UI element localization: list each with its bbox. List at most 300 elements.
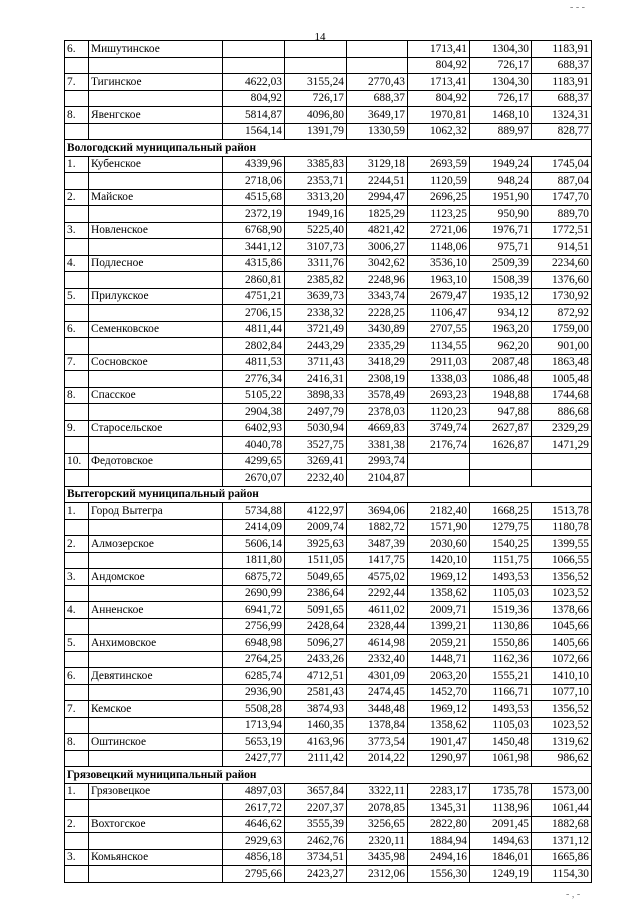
- corner-mark-bottom: - , -: [566, 889, 581, 900]
- value-cell: 4096,80: [285, 107, 347, 124]
- settlement-name: Семенковское: [89, 321, 223, 338]
- value-cell: 1772,51: [532, 222, 592, 239]
- value-cell: 2679,47: [408, 288, 470, 305]
- value-cell: 2860,81: [223, 272, 285, 289]
- value-cell: 2111,42: [285, 750, 347, 767]
- value-cell: 828,77: [532, 123, 592, 140]
- value-cell: 5049,65: [285, 569, 347, 586]
- settlement-name: Девятинское: [89, 668, 223, 685]
- value-cell: 889,97: [470, 123, 532, 140]
- value-cell: 4515,68: [223, 189, 285, 206]
- settlement-name: Комьянское: [89, 849, 223, 866]
- value-cell: 1138,96: [470, 800, 532, 817]
- value-cell: 6941,72: [223, 602, 285, 619]
- value-cell: 3418,29: [347, 354, 408, 371]
- value-cell: 4821,42: [347, 222, 408, 239]
- row-number: [65, 800, 89, 817]
- table-row: [65, 107, 592, 124]
- settlement-name: Подлесное: [89, 255, 223, 272]
- value-cell: 1319,62: [532, 734, 592, 751]
- table-row: [65, 453, 592, 470]
- table-row-continuation: [65, 552, 592, 569]
- table-row-continuation: [65, 338, 592, 355]
- settlement-name: [89, 585, 223, 602]
- row-number: 4.: [65, 255, 89, 272]
- value-cell: 2312,06: [347, 866, 408, 883]
- value-cell: 4611,02: [347, 602, 408, 619]
- value-cell: 1105,03: [470, 717, 532, 734]
- value-cell: 1183,91: [532, 41, 592, 58]
- row-number: [65, 519, 89, 536]
- value-cell: 2929,63: [223, 833, 285, 850]
- value-cell: 1713,41: [408, 41, 470, 58]
- value-cell: 2462,76: [285, 833, 347, 850]
- row-number: 3.: [65, 569, 89, 586]
- row-number: [65, 470, 89, 487]
- value-cell: 1120,59: [408, 173, 470, 190]
- settlement-name: Спасское: [89, 387, 223, 404]
- value-cell: 1976,71: [470, 222, 532, 239]
- value-cell: 1493,53: [470, 569, 532, 586]
- value-cell: 2283,17: [408, 783, 470, 800]
- value-cell: 2670,07: [223, 470, 285, 487]
- table-row-continuation: [65, 305, 592, 322]
- table-row: [65, 849, 592, 866]
- settlement-name: Новленское: [89, 222, 223, 239]
- value-cell: 2497,79: [285, 404, 347, 421]
- value-cell: 3435,98: [347, 849, 408, 866]
- value-cell: 1747,70: [532, 189, 592, 206]
- value-cell: 1668,25: [470, 503, 532, 520]
- settlement-name: [89, 338, 223, 355]
- value-cell: 2385,82: [285, 272, 347, 289]
- district-name: Вологодский муниципальный район: [65, 140, 592, 157]
- settlement-name: Оштинское: [89, 734, 223, 751]
- value-cell: 4315,86: [223, 255, 285, 272]
- value-cell: 1405,66: [532, 635, 592, 652]
- table-row-continuation: [65, 800, 592, 817]
- row-number: [65, 239, 89, 256]
- value-cell: 1452,70: [408, 684, 470, 701]
- row-number: 3.: [65, 849, 89, 866]
- row-number: 10.: [65, 453, 89, 470]
- table-row: [65, 783, 592, 800]
- value-cell: 1626,87: [470, 437, 532, 454]
- table-row: [65, 701, 592, 718]
- value-cell: 1023,52: [532, 585, 592, 602]
- value-cell: 950,90: [470, 206, 532, 223]
- value-cell: 1884,94: [408, 833, 470, 850]
- row-number: [65, 717, 89, 734]
- value-cell: 1963,20: [470, 321, 532, 338]
- value-cell: 1378,66: [532, 602, 592, 619]
- table-row: [65, 816, 592, 833]
- settlement-name: Анненское: [89, 602, 223, 619]
- value-cell: 2690,99: [223, 585, 285, 602]
- value-cell: 2232,40: [285, 470, 347, 487]
- value-cell: 2335,29: [347, 338, 408, 355]
- value-cell: 2509,39: [470, 255, 532, 272]
- row-number: [65, 750, 89, 767]
- value-cell: 4339,96: [223, 156, 285, 173]
- row-number: 1.: [65, 783, 89, 800]
- value-cell: 2721,06: [408, 222, 470, 239]
- value-cell: 3269,41: [285, 453, 347, 470]
- value-cell: 2936,90: [223, 684, 285, 701]
- value-cell: 6285,74: [223, 668, 285, 685]
- value-cell: 6948,98: [223, 635, 285, 652]
- value-cell: 3536,10: [408, 255, 470, 272]
- row-number: [65, 57, 89, 74]
- value-cell: 4614,98: [347, 635, 408, 652]
- value-cell: 1045,66: [532, 618, 592, 635]
- value-cell: 2234,60: [532, 255, 592, 272]
- value-cell: 804,92: [223, 90, 285, 107]
- table-row-continuation: [65, 206, 592, 223]
- value-cell: 1513,78: [532, 503, 592, 520]
- value-cell: 975,71: [470, 239, 532, 256]
- table-row: [65, 255, 592, 272]
- value-cell: 1511,05: [285, 552, 347, 569]
- row-number: 8.: [65, 734, 89, 751]
- value-cell: 2693,23: [408, 387, 470, 404]
- settlement-name: Тигинское: [89, 74, 223, 91]
- value-cell: 2182,40: [408, 503, 470, 520]
- settlement-name: [89, 404, 223, 421]
- row-number: [65, 272, 89, 289]
- row-number: [65, 618, 89, 635]
- value-cell: 872,92: [532, 305, 592, 322]
- settlement-name: [89, 173, 223, 190]
- value-cell: 1338,03: [408, 371, 470, 388]
- value-cell: 1949,24: [470, 156, 532, 173]
- value-cell: 3694,06: [347, 503, 408, 520]
- value-cell: 3578,49: [347, 387, 408, 404]
- table-row: [65, 635, 592, 652]
- table-row-continuation: [65, 404, 592, 421]
- settlement-name: Грязовецкое: [89, 783, 223, 800]
- table-row: [65, 222, 592, 239]
- value-cell: 1279,75: [470, 519, 532, 536]
- value-cell: 688,37: [532, 57, 592, 74]
- value-cell: 1304,30: [470, 74, 532, 91]
- value-cell: 1951,90: [470, 189, 532, 206]
- value-cell: 2756,99: [223, 618, 285, 635]
- settlement-name: [89, 470, 223, 487]
- row-number: 4.: [65, 602, 89, 619]
- value-cell: 4163,96: [285, 734, 347, 751]
- settlement-name: Федотовское: [89, 453, 223, 470]
- value-cell: 5096,27: [285, 635, 347, 652]
- value-cell: [408, 453, 470, 470]
- value-cell: 2423,27: [285, 866, 347, 883]
- row-number: [65, 371, 89, 388]
- value-cell: 2617,72: [223, 800, 285, 817]
- value-cell: 1106,47: [408, 305, 470, 322]
- value-cell: 4712,51: [285, 668, 347, 685]
- settlement-name: [89, 371, 223, 388]
- value-cell: 2292,44: [347, 585, 408, 602]
- value-cell: [408, 470, 470, 487]
- value-cell: 1154,30: [532, 866, 592, 883]
- table-row-continuation: [65, 651, 592, 668]
- value-cell: 962,20: [470, 338, 532, 355]
- row-number: [65, 833, 89, 850]
- value-cell: 1730,92: [532, 288, 592, 305]
- row-number: 8.: [65, 107, 89, 124]
- value-cell: 2707,55: [408, 321, 470, 338]
- value-cell: 2091,45: [470, 816, 532, 833]
- value-cell: 2581,43: [285, 684, 347, 701]
- table-row: [65, 74, 592, 91]
- value-cell: 2428,64: [285, 618, 347, 635]
- value-cell: 5814,87: [223, 107, 285, 124]
- value-cell: 889,70: [532, 206, 592, 223]
- settlement-name: [89, 866, 223, 883]
- value-cell: 1759,00: [532, 321, 592, 338]
- value-cell: 2308,19: [347, 371, 408, 388]
- value-cell: 2443,29: [285, 338, 347, 355]
- value-cell: 2802,84: [223, 338, 285, 355]
- row-number: 6.: [65, 321, 89, 338]
- settlement-name: Мишутинское: [89, 41, 223, 58]
- value-cell: 4897,03: [223, 783, 285, 800]
- settlement-name: Кемское: [89, 701, 223, 718]
- value-cell: 3313,20: [285, 189, 347, 206]
- settlement-name: Алмозерское: [89, 536, 223, 553]
- value-cell: [285, 41, 347, 58]
- table-row-continuation: [65, 272, 592, 289]
- settlement-name: Майское: [89, 189, 223, 206]
- value-cell: [223, 57, 285, 74]
- value-cell: 4751,21: [223, 288, 285, 305]
- value-cell: 804,92: [408, 57, 470, 74]
- settlement-name: [89, 519, 223, 536]
- settlement-name: Кубенское: [89, 156, 223, 173]
- value-cell: 2770,43: [347, 74, 408, 91]
- value-cell: 3006,27: [347, 239, 408, 256]
- tariff-table: [64, 40, 592, 883]
- table-body: [65, 41, 592, 883]
- value-cell: 1378,84: [347, 717, 408, 734]
- value-cell: [470, 453, 532, 470]
- value-cell: 1324,31: [532, 107, 592, 124]
- value-cell: 1468,10: [470, 107, 532, 124]
- value-cell: 6875,72: [223, 569, 285, 586]
- value-cell: 1061,98: [470, 750, 532, 767]
- value-cell: 2416,31: [285, 371, 347, 388]
- row-number: 1.: [65, 503, 89, 520]
- value-cell: 3322,11: [347, 783, 408, 800]
- value-cell: 1345,31: [408, 800, 470, 817]
- value-cell: [470, 470, 532, 487]
- value-cell: 4301,09: [347, 668, 408, 685]
- value-cell: 3773,54: [347, 734, 408, 751]
- value-cell: 4122,97: [285, 503, 347, 520]
- value-cell: 5105,22: [223, 387, 285, 404]
- settlement-name: [89, 750, 223, 767]
- value-cell: 1290,97: [408, 750, 470, 767]
- value-cell: 3129,18: [347, 156, 408, 173]
- value-cell: 1949,16: [285, 206, 347, 223]
- value-cell: 2904,38: [223, 404, 285, 421]
- value-cell: 6402,93: [223, 420, 285, 437]
- value-cell: 2474,45: [347, 684, 408, 701]
- value-cell: 688,37: [532, 90, 592, 107]
- value-cell: 947,88: [470, 404, 532, 421]
- value-cell: 1180,78: [532, 519, 592, 536]
- value-cell: 1417,75: [347, 552, 408, 569]
- value-cell: 3430,89: [347, 321, 408, 338]
- table-row: [65, 41, 592, 58]
- value-cell: 3487,39: [347, 536, 408, 553]
- value-cell: 1023,52: [532, 717, 592, 734]
- table-row: [65, 387, 592, 404]
- value-cell: 2706,15: [223, 305, 285, 322]
- value-cell: 2014,22: [347, 750, 408, 767]
- settlement-name: [89, 305, 223, 322]
- value-cell: 2627,87: [470, 420, 532, 437]
- value-cell: 1556,30: [408, 866, 470, 883]
- value-cell: 4811,53: [223, 354, 285, 371]
- settlement-name: [89, 123, 223, 140]
- row-number: 2.: [65, 536, 89, 553]
- table-row-continuation: [65, 684, 592, 701]
- value-cell: 3343,74: [347, 288, 408, 305]
- value-cell: 887,04: [532, 173, 592, 190]
- value-cell: 2494,16: [408, 849, 470, 866]
- value-cell: 1134,55: [408, 338, 470, 355]
- value-cell: 1573,00: [532, 783, 592, 800]
- value-cell: 1494,63: [470, 833, 532, 850]
- settlement-name: Сосновское: [89, 354, 223, 371]
- table-row: [65, 156, 592, 173]
- table-row: [65, 321, 592, 338]
- value-cell: 3155,24: [285, 74, 347, 91]
- value-cell: 1356,52: [532, 701, 592, 718]
- value-cell: 1399,55: [532, 536, 592, 553]
- value-cell: 1166,71: [470, 684, 532, 701]
- table-row: [65, 288, 592, 305]
- value-cell: 2764,25: [223, 651, 285, 668]
- row-number: [65, 206, 89, 223]
- value-cell: 4646,62: [223, 816, 285, 833]
- value-cell: 4669,83: [347, 420, 408, 437]
- value-cell: 1330,59: [347, 123, 408, 140]
- row-number: [65, 866, 89, 883]
- value-cell: 3107,73: [285, 239, 347, 256]
- value-cell: 1882,72: [347, 519, 408, 536]
- value-cell: 4622,03: [223, 74, 285, 91]
- value-cell: 1882,68: [532, 816, 592, 833]
- value-cell: 1460,35: [285, 717, 347, 734]
- value-cell: [223, 41, 285, 58]
- settlement-name: Анхимовское: [89, 635, 223, 652]
- value-cell: 4811,44: [223, 321, 285, 338]
- value-cell: 2994,47: [347, 189, 408, 206]
- value-cell: 1863,48: [532, 354, 592, 371]
- table-row: [65, 420, 592, 437]
- table-row-continuation: [65, 123, 592, 140]
- value-cell: 934,12: [470, 305, 532, 322]
- value-cell: 1519,36: [470, 602, 532, 619]
- value-cell: 4299,65: [223, 453, 285, 470]
- settlement-name: [89, 552, 223, 569]
- row-number: 2.: [65, 189, 89, 206]
- value-cell: 1846,01: [470, 849, 532, 866]
- value-cell: 3256,65: [347, 816, 408, 833]
- value-cell: 2328,44: [347, 618, 408, 635]
- settlement-name: [89, 651, 223, 668]
- row-number: 9.: [65, 420, 89, 437]
- row-number: [65, 338, 89, 355]
- value-cell: 2063,20: [408, 668, 470, 685]
- value-cell: 5030,94: [285, 420, 347, 437]
- value-cell: 3898,33: [285, 387, 347, 404]
- value-cell: 2378,03: [347, 404, 408, 421]
- value-cell: 1148,06: [408, 239, 470, 256]
- value-cell: 3734,51: [285, 849, 347, 866]
- value-cell: 1963,10: [408, 272, 470, 289]
- value-cell: [347, 57, 408, 74]
- value-cell: 1450,48: [470, 734, 532, 751]
- table-row: [65, 668, 592, 685]
- table-row-continuation: [65, 371, 592, 388]
- value-cell: [285, 57, 347, 74]
- value-cell: 1811,80: [223, 552, 285, 569]
- value-cell: 1391,79: [285, 123, 347, 140]
- settlement-name: Вохтогское: [89, 816, 223, 833]
- row-number: 7.: [65, 354, 89, 371]
- value-cell: 3925,63: [285, 536, 347, 553]
- row-number: 1.: [65, 156, 89, 173]
- value-cell: 2059,21: [408, 635, 470, 652]
- settlement-name: [89, 239, 223, 256]
- value-cell: 3527,75: [285, 437, 347, 454]
- value-cell: 2353,71: [285, 173, 347, 190]
- value-cell: 2244,51: [347, 173, 408, 190]
- value-cell: 1123,25: [408, 206, 470, 223]
- table-row: [65, 189, 592, 206]
- value-cell: 2332,40: [347, 651, 408, 668]
- table-row-continuation: [65, 437, 592, 454]
- value-cell: 2078,85: [347, 800, 408, 817]
- table-row-continuation: [65, 519, 592, 536]
- value-cell: 1304,30: [470, 41, 532, 58]
- settlement-name: Андомское: [89, 569, 223, 586]
- value-cell: 2372,19: [223, 206, 285, 223]
- value-cell: 5734,88: [223, 503, 285, 520]
- table-row-continuation: [65, 239, 592, 256]
- settlement-name: [89, 57, 223, 74]
- value-cell: 1105,03: [470, 585, 532, 602]
- value-cell: 1713,41: [408, 74, 470, 91]
- value-cell: 3555,39: [285, 816, 347, 833]
- table-row-continuation: [65, 173, 592, 190]
- district-header-row: [65, 767, 592, 784]
- value-cell: 2009,74: [285, 519, 347, 536]
- value-cell: 1356,52: [532, 569, 592, 586]
- row-number: [65, 123, 89, 140]
- value-cell: 2030,60: [408, 536, 470, 553]
- value-cell: 3311,76: [285, 255, 347, 272]
- value-cell: 1969,12: [408, 569, 470, 586]
- settlement-name: Старосельское: [89, 420, 223, 437]
- settlement-name: [89, 206, 223, 223]
- table-row-continuation: [65, 717, 592, 734]
- settlement-name: [89, 437, 223, 454]
- value-cell: 1745,04: [532, 156, 592, 173]
